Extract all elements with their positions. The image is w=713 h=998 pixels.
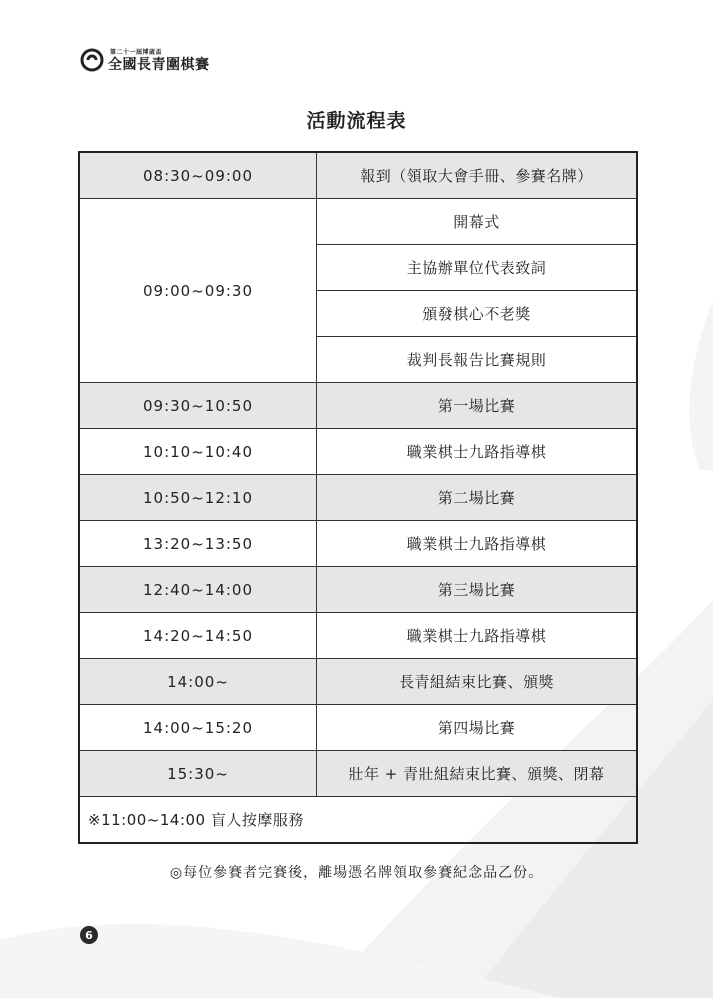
time-cell: 09:30~10:50 — [79, 383, 317, 429]
time-cell: 09:00~09:30 — [79, 199, 317, 383]
table-row — [79, 429, 637, 475]
event-cell: 長青組結束比賽、頒獎 — [317, 659, 638, 705]
event-cell: 壯年 + 青壯組結束比賽、頒獎、閉幕 — [317, 751, 638, 797]
schedule-table — [78, 151, 638, 844]
footnote: ◎每位參賽者完賽後，離場憑名牌領取參賽紀念品乙份。 — [169, 865, 544, 881]
time-cell: 14:20~14:50 — [79, 613, 317, 659]
time-cell: 10:50~12:10 — [79, 475, 317, 521]
table-row — [79, 475, 637, 521]
page-title: 活動流程表 — [306, 110, 407, 132]
event-cell: 報到（領取大會手冊、參賽名牌） — [317, 152, 638, 199]
logo-subtitle: 第二十一屆博崴盃 — [110, 49, 163, 56]
time-cell: 14:00~ — [79, 659, 317, 705]
table-row — [79, 751, 637, 797]
table-row — [79, 567, 637, 613]
table-row — [79, 797, 637, 844]
time-cell: 13:20~13:50 — [79, 521, 317, 567]
event-cell: 職業棋士九路指導棋 — [317, 521, 638, 567]
event-cell: 職業棋士九路指導棋 — [317, 429, 638, 475]
table-row — [79, 521, 637, 567]
event-cell: 頒發棋心不老獎 — [317, 291, 638, 337]
event-cell: 主協辦單位代表致詞 — [317, 245, 638, 291]
event-cell: 第二場比賽 — [317, 475, 638, 521]
time-cell: 15:30~ — [79, 751, 317, 797]
event-cell: 第一場比賽 — [317, 383, 638, 429]
event-cell: 第三場比賽 — [317, 567, 638, 613]
time-cell: 12:40~14:00 — [79, 567, 317, 613]
table-row — [79, 383, 637, 429]
event-cell: 開幕式 — [317, 199, 638, 245]
go-stone-logo-icon — [80, 48, 104, 72]
table-row — [79, 659, 637, 705]
time-cell: 14:00~15:20 — [79, 705, 317, 751]
table-row — [79, 613, 637, 659]
table-row — [79, 199, 637, 245]
event-cell: 裁判長報告比賽規則 — [317, 337, 638, 383]
note-cell: ※11:00~14:00 盲人按摩服務 — [79, 797, 637, 844]
event-cell: 第四場比賽 — [317, 705, 638, 751]
table-row — [79, 705, 637, 751]
page-number: 6 — [80, 926, 98, 944]
table-row — [79, 152, 637, 199]
event-cell: 職業棋士九路指導棋 — [317, 613, 638, 659]
event-logo — [80, 48, 210, 72]
time-cell: 08:30~09:00 — [79, 152, 317, 199]
logo-title: 全國長青圍棋賽 — [108, 57, 210, 73]
time-cell: 10:10~10:40 — [79, 429, 317, 475]
